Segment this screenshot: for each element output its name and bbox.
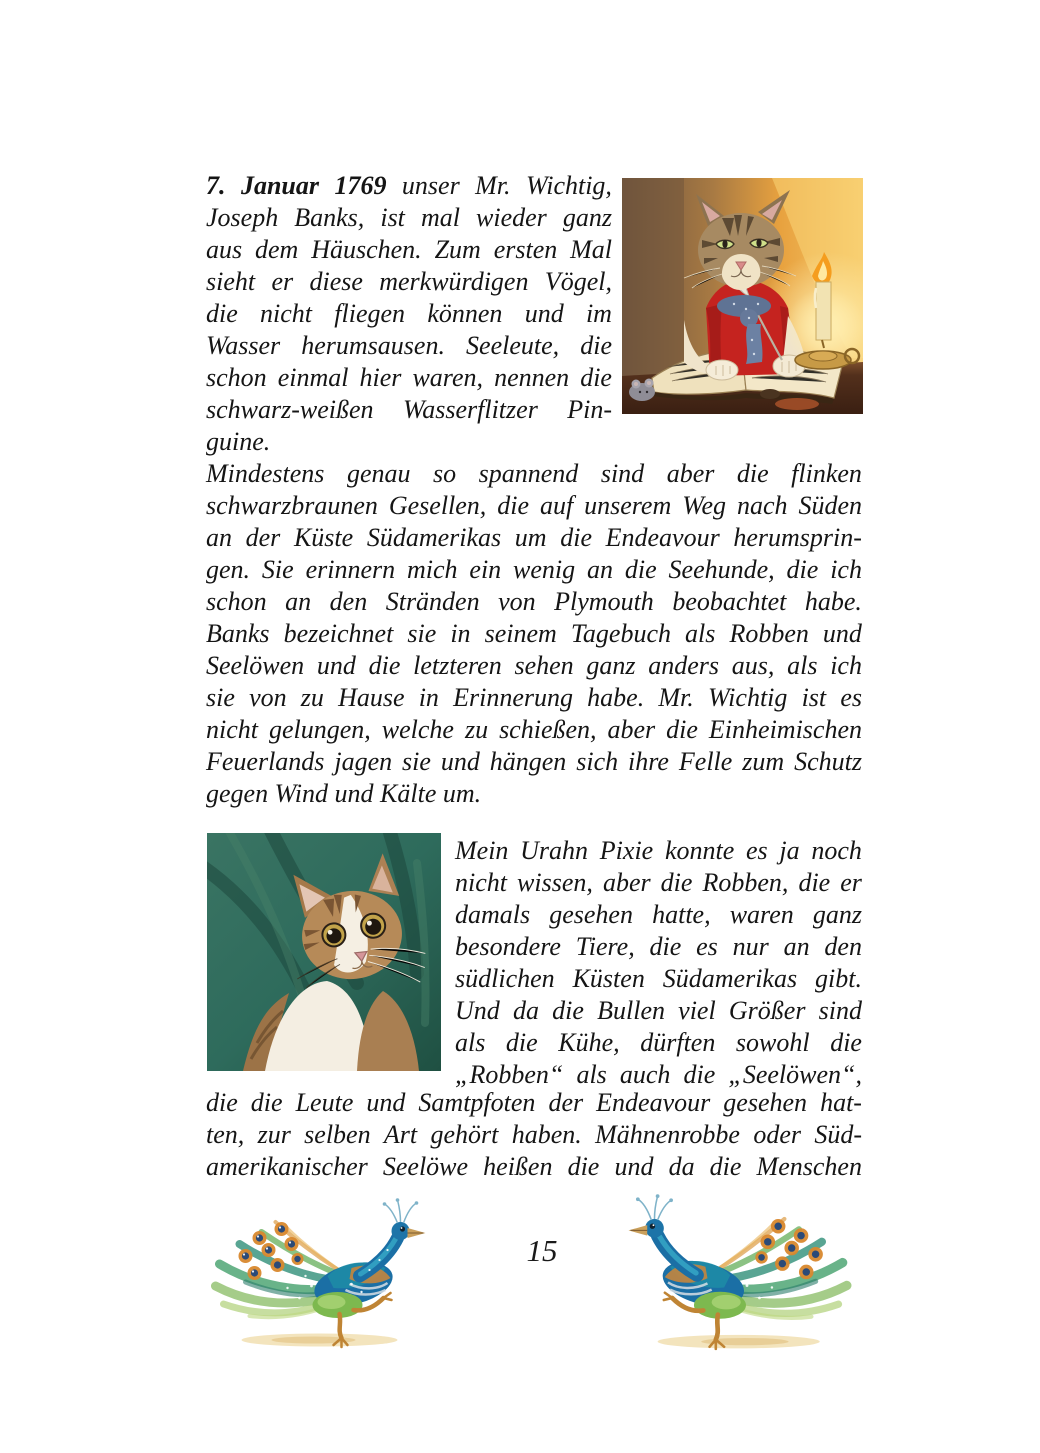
- text-line: damals gesehen hatte, waren ganz: [455, 900, 862, 929]
- peacock-left-illustration: [200, 1198, 448, 1350]
- paragraph-1-lines: [206, 202, 612, 458]
- text-line: ten, zur selben Art gehört haben. Mähnenrobbe oder Süd-: [206, 1120, 862, 1149]
- text-line: besondere Tiere, die es nur an den: [455, 932, 862, 961]
- text-line: Joseph Banks, ist mal wieder ganz: [206, 203, 612, 232]
- text-line: schon einmal hier waren, nennen die: [206, 363, 612, 392]
- text-line: südlichen Küsten Südamerikas gibt.: [455, 964, 862, 993]
- text-line: an der Küste Südamerikas um die Endeavour herumsprin-: [206, 523, 862, 552]
- text-line: die die Leute und Samtpfoten der Endeavour gesehen hat-: [206, 1088, 862, 1117]
- text-line: nicht gelungen, welche zu schießen, aber die Einheimischen: [206, 715, 862, 744]
- text-line: sie von zu Hause in Erinnerung habe. Mr. Wichtig ist es: [206, 683, 862, 712]
- text-line: schon an den Stränden von Plymouth beobachtet habe.: [206, 587, 862, 616]
- text-line: schwarzbraunen Gesellen, die auf unserem Weg nach Süden: [206, 491, 862, 520]
- cat-writing-illustration: [622, 178, 863, 414]
- text-line: Wasser herumsausen. Seeleute, die: [206, 331, 612, 360]
- text-line: schwarz-weißen Wasserflitzer Pin-: [206, 395, 612, 424]
- peacock-art: [200, 1198, 448, 1350]
- text-line: aus dem Häuschen. Zum ersten Mal: [206, 235, 612, 264]
- text-line: Banks bezeichnet sie in seinem Tagebuch als Robben und: [206, 619, 862, 648]
- text-line: nicht wissen, aber die Robben, die er: [455, 868, 862, 897]
- text-line: gegen Wind und Kälte um.: [206, 779, 482, 808]
- peacock-right-illustration: [606, 1194, 862, 1352]
- cat-photo: [207, 833, 441, 1071]
- text-line: als die Kühe, dürften sowohl die: [455, 1028, 862, 1057]
- text-line: guine.: [206, 427, 271, 456]
- text-line: amerikanischer Seelöwe heißen die und da die Menschen: [206, 1152, 862, 1181]
- text-line: „Robben“ als auch die „Seelöwen“,: [455, 1060, 862, 1089]
- text-line: Seelöwen und die letzteren sehen ganz anders aus, als ich: [206, 651, 862, 680]
- page-number: 15: [526, 1233, 558, 1268]
- text-line: gen. Sie erinnern mich ein wenig an die Seehunde, die ich: [206, 555, 862, 584]
- text-line: Mein Urahn Pixie konnte es ja noch: [455, 836, 862, 865]
- paragraph-1-first-line: 7. Januar 1769 unser Mr. Wichtig,: [206, 171, 612, 200]
- cat-writing-illustration-art: [622, 178, 863, 414]
- text-line: sieht er diese merkwürdigen Vögel,: [206, 267, 612, 296]
- paragraph-3-full-width: [206, 1087, 862, 1183]
- cat-photo-art: [207, 833, 441, 1071]
- paragraph-2: [206, 458, 862, 810]
- peacock-art: [606, 1194, 862, 1352]
- text-line: Mindestens genau so spannend sind aber die flinken: [206, 459, 862, 488]
- paragraph-1: [206, 170, 612, 458]
- text-line: die nicht fliegen können und im: [206, 299, 612, 328]
- text-line: Feuerlands jagen sie und hängen sich ihre Felle zum Schutz: [206, 747, 862, 776]
- paragraph-3-beside-photo: [455, 835, 862, 1091]
- text-line: Und da die Bullen viel Größer sind: [455, 996, 862, 1025]
